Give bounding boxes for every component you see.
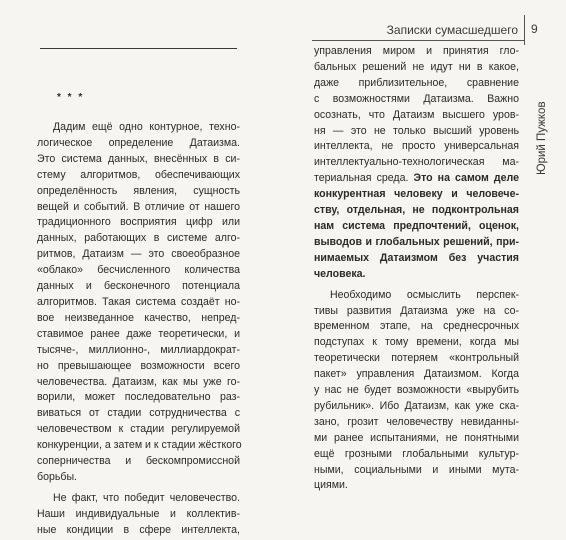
text-line: данных, работающих в системе алго-	[37, 232, 240, 245]
text-line: Наши индивидуальные и коллектив-	[37, 507, 240, 520]
text-line: с возможностями Датаизма. Важно	[314, 92, 519, 105]
text-line: тысяче-, миллионно-, миллиардократ-	[37, 343, 240, 356]
header-rule	[312, 40, 524, 41]
text-line: человечеством к стадии регулируемой	[37, 423, 240, 436]
text-line: теоретически потеряем «контрольный	[314, 352, 519, 365]
text-line: человечества. Датаизм, как мы уже го-	[37, 375, 240, 388]
text-line: нам система предпочтений, оценок,	[314, 219, 519, 232]
text-line: вещей и событий. В отличие от нашего	[37, 200, 240, 213]
text-line: традиционного восприятия цифр или	[37, 216, 240, 229]
text-line: тивы развития Датаизма уже на со-	[314, 304, 519, 317]
text-line: алгоритмов. Такая система создаёт но-	[37, 295, 240, 308]
text-line: ные кондиции в сфере интеллекта,	[37, 523, 240, 536]
text-line: Это система данных, внесённых в си-	[37, 152, 240, 165]
text-line: но превышающее возможности всего	[37, 359, 240, 372]
text-line: у нас не будет возможности «вырубить	[314, 384, 519, 397]
text-line: циями.	[314, 479, 348, 492]
text-line: нимаемых Датаизмом без участия	[314, 251, 519, 264]
text-line: определённость явления, сущность	[37, 184, 240, 197]
page-number: 9	[531, 22, 538, 36]
text-line: ными, социальными и иными мута-	[314, 463, 519, 476]
text-line: борьбы.	[37, 470, 77, 483]
right-text-column	[314, 44, 519, 494]
text-line: ворили, может последовательно раз-	[37, 391, 240, 404]
text-line: ещё грозными глобальными культур-	[314, 447, 519, 460]
text-line: зано, грозит человечеству невиданны-	[314, 415, 519, 428]
text-line: Не факт, что победит человечество.	[53, 491, 240, 504]
text-line: пакет» управления Датаизмом. Когда	[314, 368, 519, 381]
text-line: логическое определение Датаизма.	[37, 136, 240, 149]
left-text-column	[37, 120, 240, 539]
text-line: ритмов, Датаизм — это своеобразное	[37, 248, 240, 261]
text-line: бальных решений не идут ни в какое,	[314, 60, 519, 73]
text-line: осознать, что Датаизм высшего уров-	[314, 108, 519, 121]
text-line: данных и бесконечного потенциала	[37, 280, 240, 293]
text-line: конкуренции, а затем и к стадии жёсткого	[37, 439, 242, 452]
text-line: выводов и глобальных решений, при-	[314, 235, 519, 248]
text-line: териальная среда. Это на самом деле	[314, 172, 519, 185]
text-line: ставимое ранее даже теоретически, и	[37, 327, 240, 340]
text-line: ня — это не только высший уровень	[314, 124, 519, 137]
text-line: подступах к тому времени, когда мы	[314, 336, 519, 349]
text-line: управления миром и принятия гло-	[314, 45, 519, 57]
text-line: виваться от стадии сотрудничества с	[37, 407, 240, 420]
text-line: интеллектуально-технологическая ма-	[314, 156, 519, 169]
top-rule-left	[40, 48, 237, 49]
text-line: человека.	[314, 267, 366, 280]
text-line: соперничества и бескомпромиссной	[37, 455, 240, 468]
running-header-title: Записки сумасшедшего	[386, 23, 518, 37]
text-line: стему алгоритмов, обеспечивающих	[37, 168, 240, 181]
text-line: вое неизведанное качество, непред-	[37, 311, 240, 324]
section-break-stars: * * *	[57, 92, 85, 103]
text-line: рубильник». Ибо Датаизм, как уже ска-	[314, 399, 519, 412]
text-line: временном этапе, на среднесрочных	[314, 320, 519, 333]
text-line: даже приблизительное, сравнение	[314, 76, 519, 89]
text-line: Необходимо осмыслить перспек-	[330, 288, 519, 301]
header-separator	[524, 15, 525, 45]
text-line: «облако» бесчисленного количества	[37, 264, 240, 277]
author-side-label	[530, 45, 550, 175]
text-line: интеллекта, не просто универсальная	[314, 140, 519, 153]
text-line: конкурентная человеку и человече-	[314, 188, 519, 201]
text-line: ству, отдельная, не подконтрольная	[314, 204, 519, 217]
text-line: ми ранее испытаниями, не понятными	[314, 431, 519, 444]
author-name: Юрий Пужков	[536, 101, 548, 175]
text-line: Дадим ещё одно контурное, техно-	[53, 121, 240, 133]
